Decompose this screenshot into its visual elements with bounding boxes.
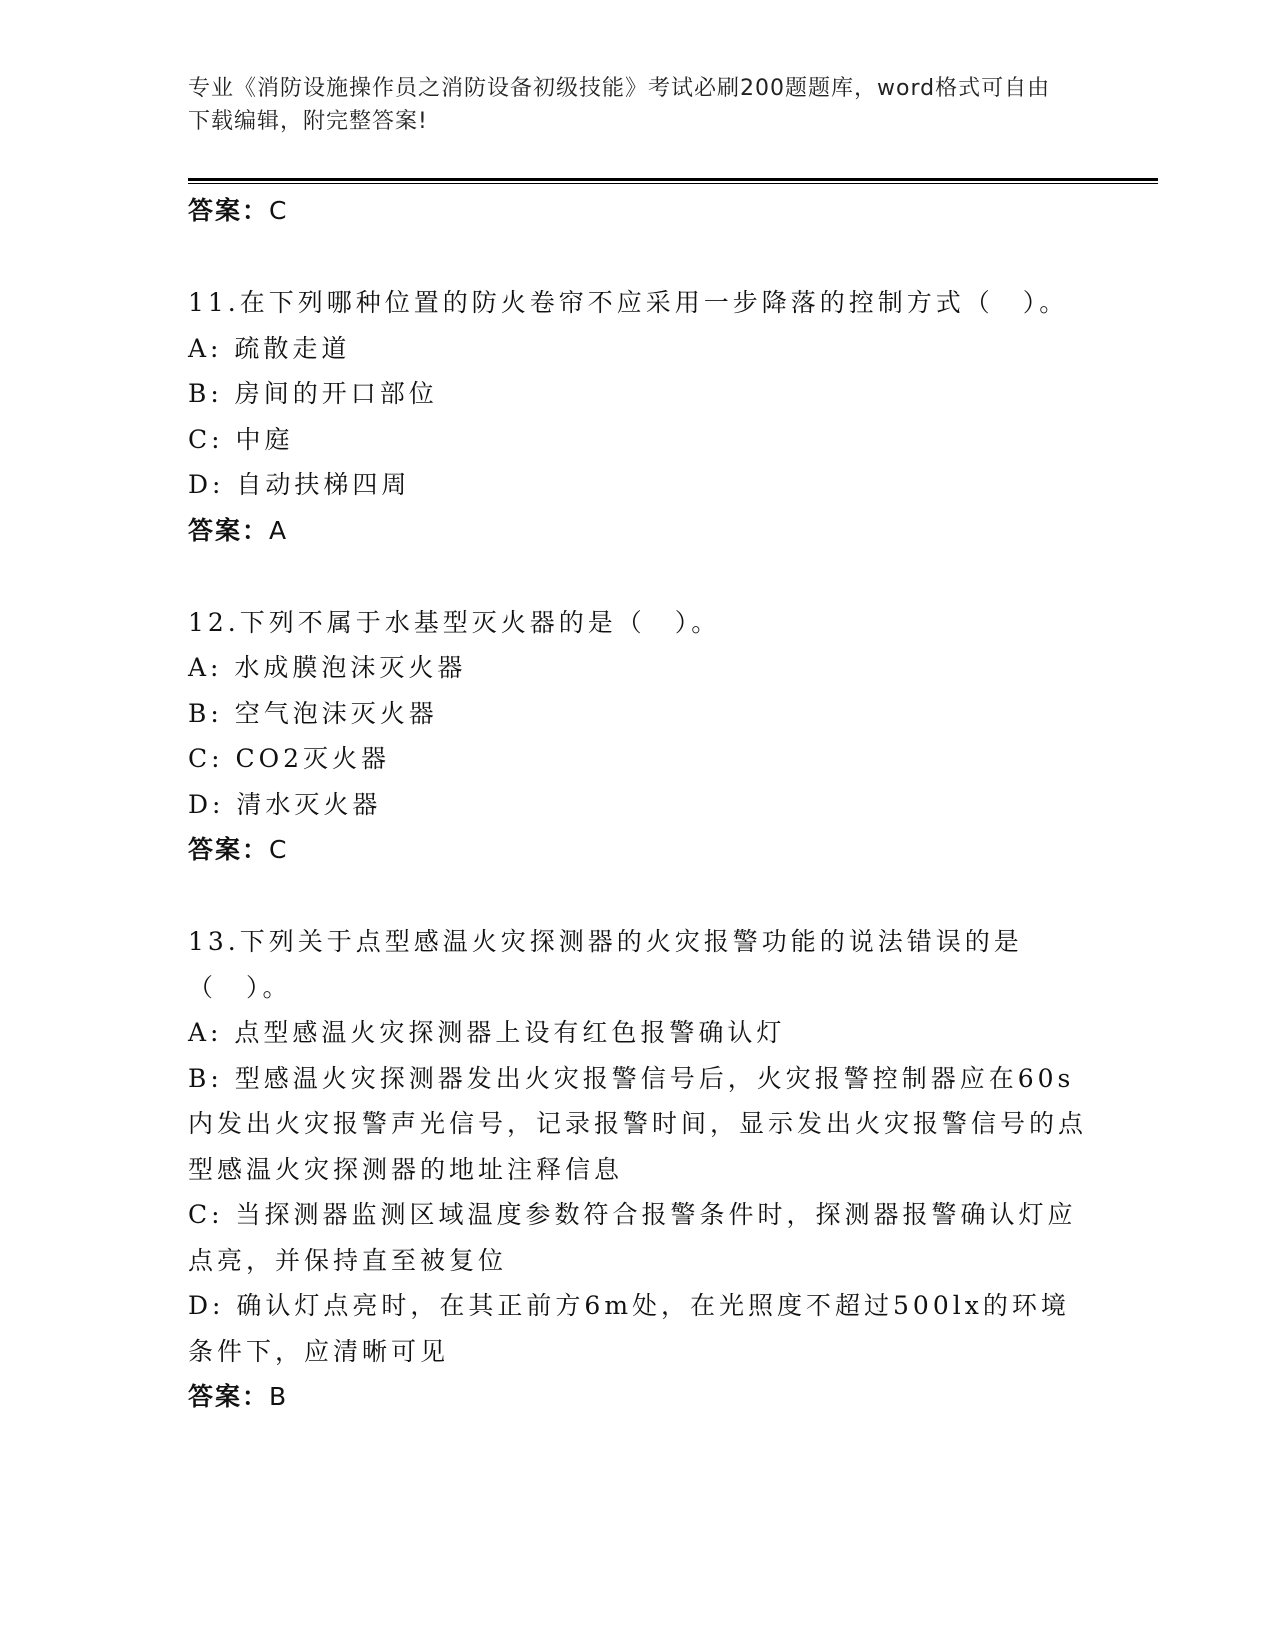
option-d: D: 确认灯点亮时，在其正前方6m处，在光照度不超过500lx的环境条件下，应清晰可见 — [188, 1291, 1070, 1366]
answer-value: B — [269, 1382, 289, 1411]
question-stem: 11.在下列哪种位置的防火卷帘不应采用一步降落的控制方式（ ）。 — [188, 288, 1069, 317]
header-divider — [188, 178, 1158, 181]
question-11 — [188, 280, 1088, 553]
option-a: A: 疏散走道 — [188, 333, 351, 363]
answer-value: A — [269, 515, 289, 545]
question-answer — [188, 1374, 1088, 1419]
question-list — [188, 188, 1088, 1419]
question-stem: 12.下列不属于水基型灭火器的是（ ）。 — [188, 607, 721, 637]
question-stem: 13.下列关于点型感温火灾探测器的火灾报警功能的说法错误的是（ ）。 — [188, 927, 1023, 1002]
header-divider-thin — [188, 183, 1158, 184]
answer-label: 答案： — [188, 835, 270, 864]
option-b: B: 型感温火灾探测器发出火灾报警信号后，火灾报警控制器应在60s内发出火灾报警声光信号，记录报警时间，显示发出火灾报警信号的点型感温火灾探测器的地址注释信息 — [188, 1063, 1088, 1184]
answer-label: 答案： — [188, 196, 270, 225]
option-a: A: 点型感温火灾探测器上设有红色报警确认灯 — [188, 1018, 786, 1047]
question-13 — [188, 919, 1088, 1419]
answer-value: C — [269, 835, 289, 864]
option-b: B: 空气泡沫灭火器 — [188, 698, 438, 728]
question-answer — [188, 827, 1088, 872]
option-b: B: 房间的开口部位 — [188, 379, 438, 408]
previous-answer — [188, 188, 1088, 233]
answer-label: 答案： — [188, 1382, 270, 1411]
option-d: D: 清水灭火器 — [188, 789, 382, 819]
page-header: 专业《消防设施操作员之消防设备初级技能》考试必刷200题题库，word格式可自由下载编辑，附完整答案! — [188, 76, 1051, 134]
option-c: C: CO2灭火器 — [188, 744, 391, 773]
answer-label: 答案： — [188, 515, 270, 545]
question-answer — [188, 508, 1088, 553]
option-c: C: 当探测器监测区域温度参数符合报警条件时，探测器报警确认灯应点亮，并保持直至被复位 — [188, 1200, 1077, 1275]
question-12 — [188, 600, 1088, 873]
option-c: C: 中庭 — [188, 424, 294, 454]
option-d: D: 自动扶梯四周 — [188, 470, 411, 499]
option-a: A: 水成膜泡沫灭火器 — [188, 653, 467, 682]
answer-value: C — [269, 196, 289, 225]
